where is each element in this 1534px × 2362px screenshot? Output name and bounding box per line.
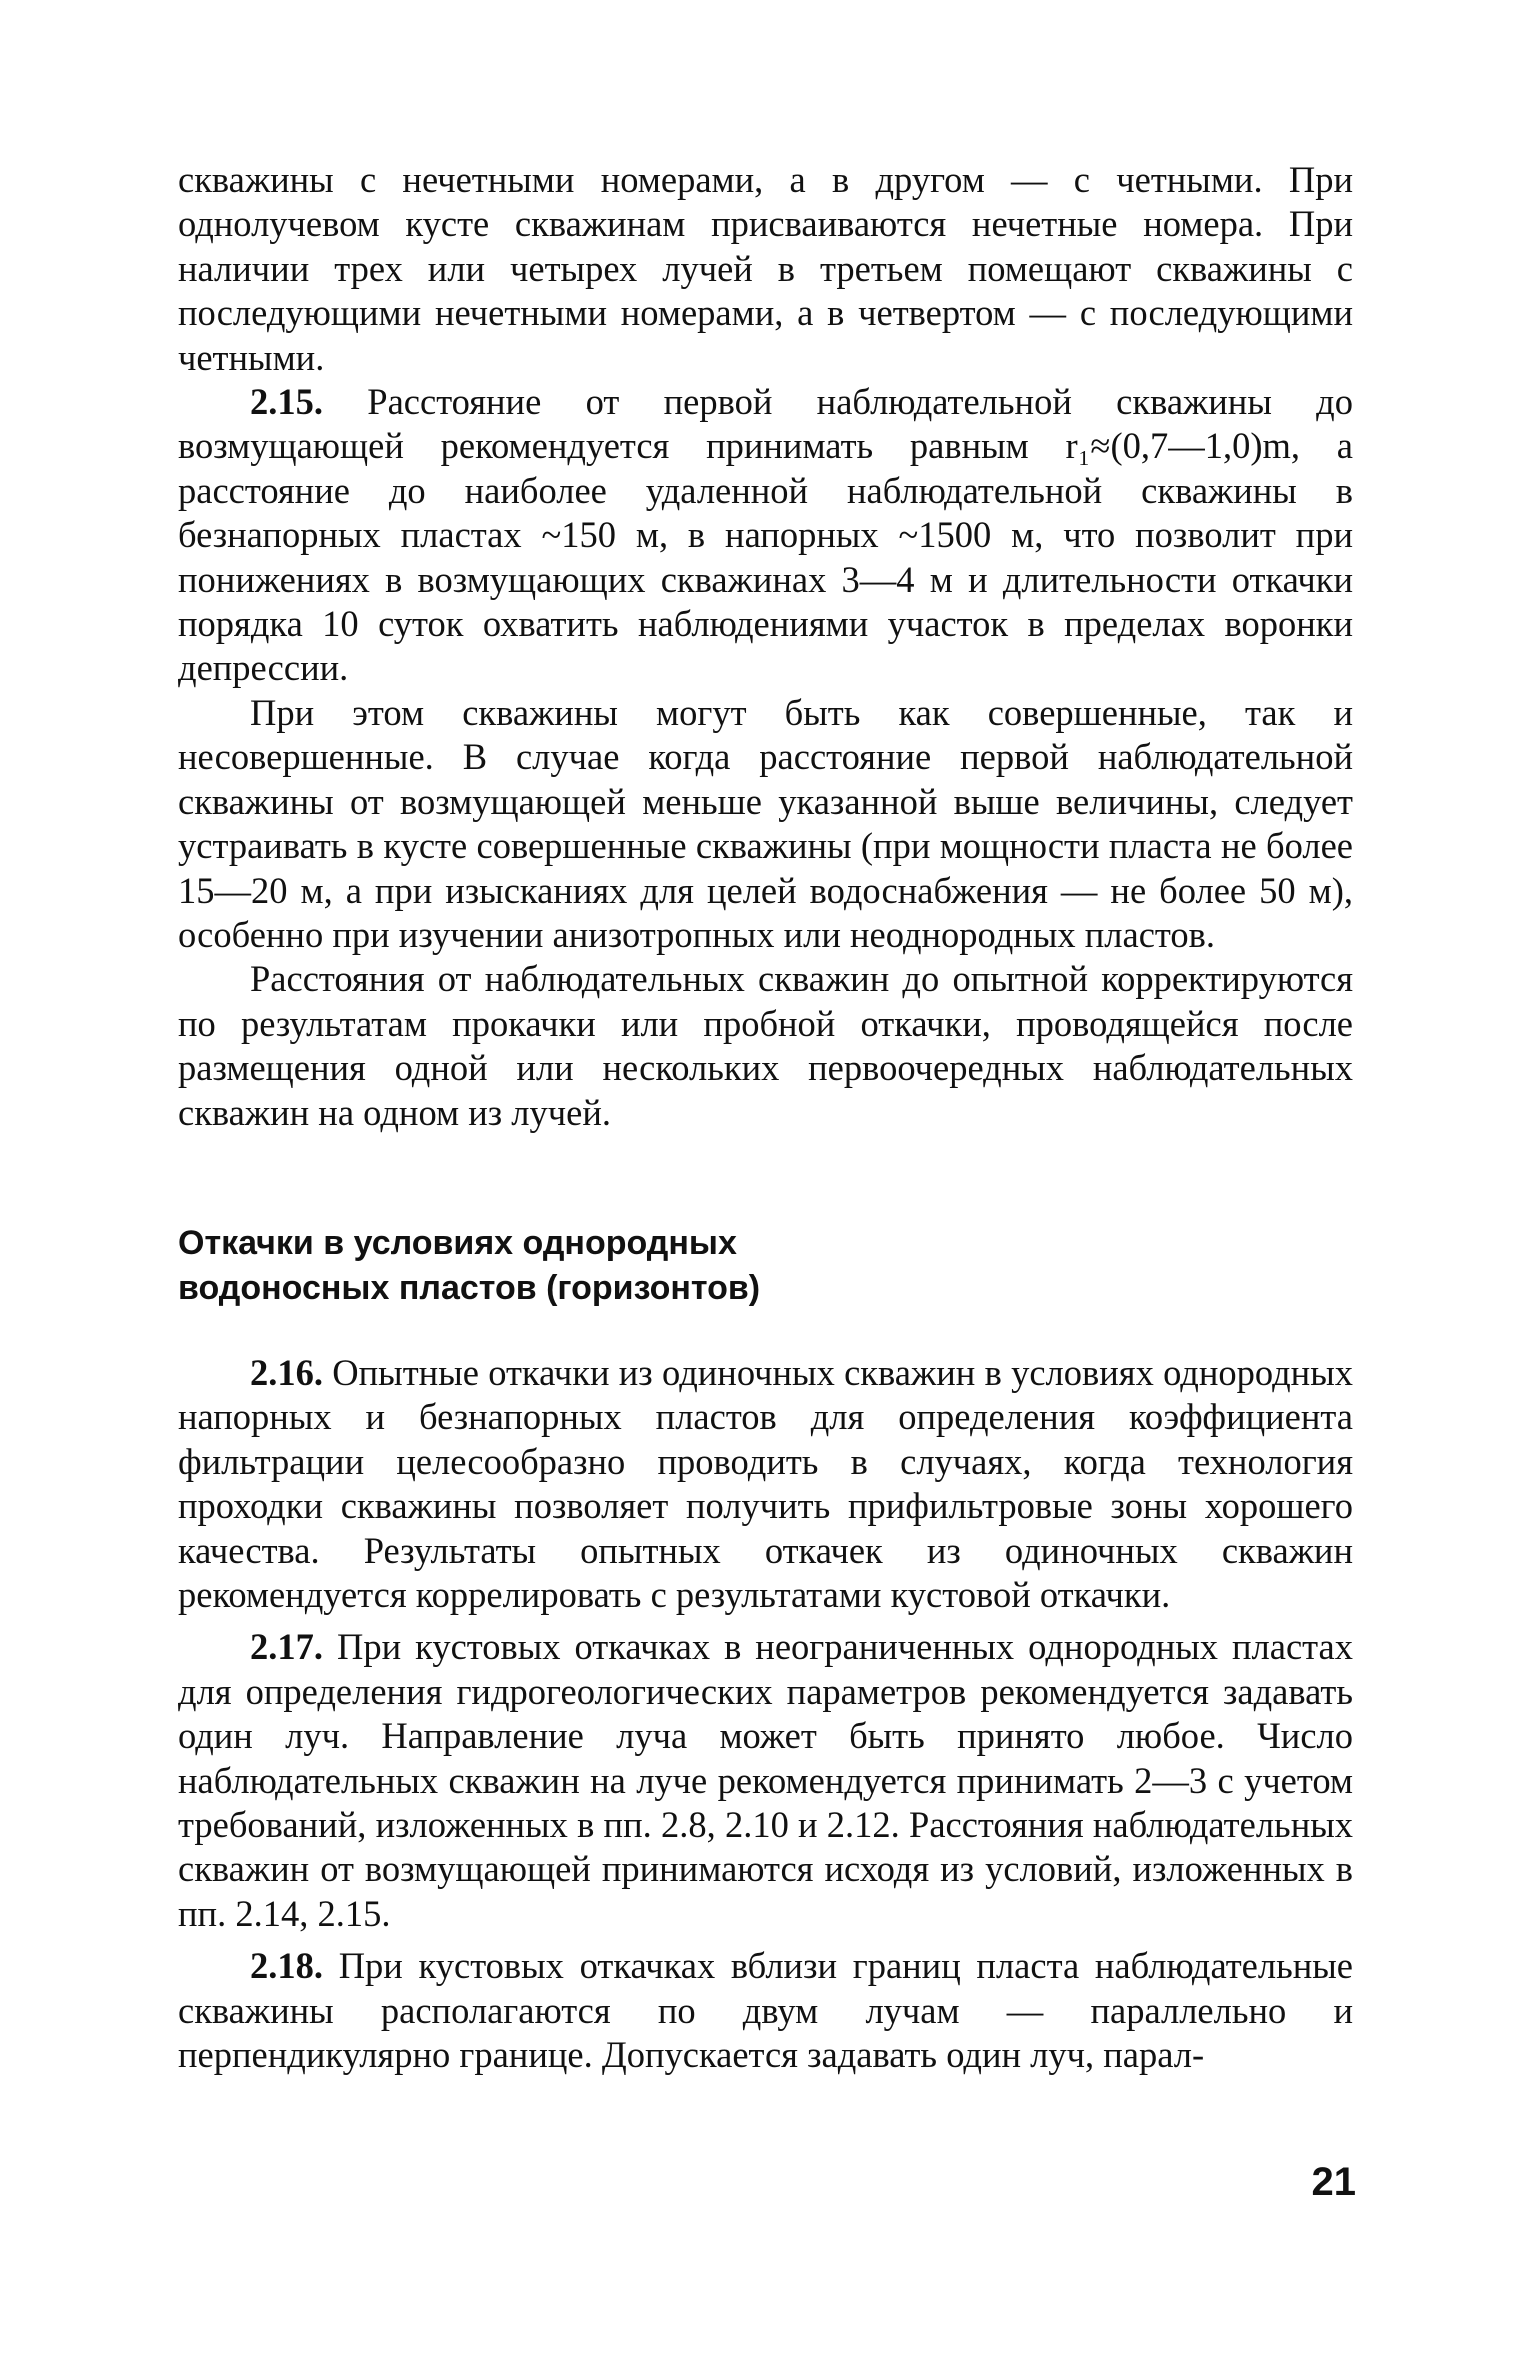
paragraph-2-15 xyxy=(178,380,1353,691)
paragraph-perfect-wells xyxy=(178,691,1353,957)
paragraph-number: 2.17. xyxy=(250,1626,323,1668)
paragraph-text: скважины с нечетными номерами, а в другом — с четными. При однолучевом кусте скважинам присваиваются нечетные номера. При наличии трех или четырех лучей в третьем помещают скважины с последующими нечетными номерами, а в четвертом — с последующими четными. xyxy=(178,159,1353,378)
paragraph-2-16 xyxy=(178,1351,1353,1617)
paragraph-text: Опытные откачки из одиночных скважин в условиях однородных напорных и безнапорных пластов для определения коэффициента фильтрации целесообразно проводить в случаях, когда технология проходки скважины позволяет получить прифильтровые зоны хорошего качества. Результаты опытных откачек из одиночных скважин рекомендуется коррелировать с результатами кустовой откачки. xyxy=(178,1351,1353,1615)
paragraph-text: При кустовых откачках в неограниченных однородных пластах для определения гидрогеологических параметров рекомендуется задавать один луч. Направление луча может быть принято любое. Число наблюдательных скважин на луче рекомендуется принимать 2—3 с учетом требований, изложенных в пп. 2.8, 2.10 и 2.12. Расстояния наблюдательных скважин от возмущающей принимаются исходя из условий, изложенных в пп. 2.14, 2.15. xyxy=(178,1626,1353,1934)
section-heading-line-1: Откачки в условиях однородных xyxy=(178,1223,737,1262)
paragraph-number: 2.18. xyxy=(250,1945,323,1987)
paragraph-text: Расстояния от наблюдательных скважин до опытной корректируются по результатам прокачки или пробной откачки, проводящейся после размещения одной или нескольких первоочередных наблюдательных скважин на одном из лучей. xyxy=(178,958,1353,1133)
paragraph-text: При этом скважины могут быть как совершенные, так и несовершенные. В случае когда расстояние первой наблюдательной скважины от возмущающей меньше указанной выше величины, следует устраивать в кусте совершенные скважины (при мощности пласта не более 15—20 м, а при изысканиях для целей водоснабжения — не более 50 м), особенно при изучении анизотропных или неоднородных пластов. xyxy=(178,691,1353,955)
paragraph-continuation xyxy=(178,158,1353,380)
paragraph-2-17 xyxy=(178,1625,1353,1936)
paragraph-text: Расстояние от первой наблюдательной скважины до возмущающей рекомендуется принимать равным r₁≈(0,7—1,0)m, а расстояние до наиболее удаленной наблюдательной скважины в безнапорных пластах ~150 м, в напорных ~1500 м, что позволит при понижениях в возмущающих скважинах 3—4 м и длительности откачки порядка 10 суток охватить наблюдениями участок в пределах воронки депрессии. xyxy=(178,381,1353,689)
paragraph-number: 2.15. xyxy=(250,381,323,423)
paragraph-gap xyxy=(178,1936,1353,1944)
paragraph-text: При кустовых откачках вблизи границ пласта наблюдательные скважины располагаются по двум лучам — параллельно и перпендикулярно границе. Допускается задавать один луч, парал- xyxy=(178,1945,1353,2076)
page-body xyxy=(178,158,1353,2077)
paragraph-gap xyxy=(178,1617,1353,1625)
section-heading-line-2: водоносных пластов (горизонтов) xyxy=(178,1268,761,1307)
paragraph-number: 2.16. xyxy=(250,1351,323,1393)
paragraph-distances xyxy=(178,957,1353,1135)
page-number: 21 xyxy=(1311,2160,1356,2204)
paragraph-2-18 xyxy=(178,1944,1353,2077)
section-heading-block xyxy=(178,1221,1353,1311)
